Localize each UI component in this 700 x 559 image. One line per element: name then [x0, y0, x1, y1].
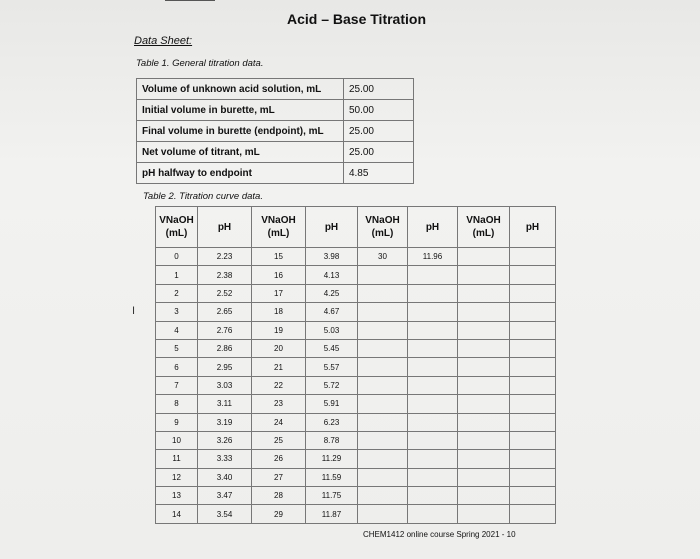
table2-cell: [408, 505, 458, 523]
table2-cell: [408, 468, 458, 486]
table2-cell: [458, 450, 510, 468]
table2-header: [408, 207, 458, 248]
table2-cell: 11.75: [306, 487, 358, 505]
table1-label: Volume of unknown acid solution, mL: [137, 79, 344, 100]
table2-cell: 2: [156, 284, 198, 302]
table2-cell: 21: [252, 358, 306, 376]
table2-cell: [408, 450, 458, 468]
table2-cell: 12: [156, 468, 198, 486]
table2-header: [458, 207, 510, 248]
table2-cell: 24: [252, 413, 306, 431]
table2-header: [306, 207, 358, 248]
table2-cell: [358, 505, 408, 523]
table2-cell: 26: [252, 450, 306, 468]
table2-cell: [458, 358, 510, 376]
table2-cell: [358, 339, 408, 357]
table2-cell: [510, 358, 556, 376]
table2-header-label: VNaOH (mL): [159, 215, 194, 239]
table2-cell: [408, 395, 458, 413]
table2-row: [156, 266, 556, 284]
table2-cell: [408, 266, 458, 284]
table2-cell: 3.19: [198, 413, 252, 431]
table2-cell: 3: [156, 303, 198, 321]
table2-cell: [458, 505, 510, 523]
table2-cell: 7: [156, 376, 198, 394]
table2-cell: [510, 266, 556, 284]
table2-cell: 4.25: [306, 284, 358, 302]
table2-cell: 11.29: [306, 450, 358, 468]
table2-header-label: pH: [217, 221, 232, 233]
table2-cell: [458, 266, 510, 284]
table2-cell: 17: [252, 284, 306, 302]
text-cursor-icon: I: [132, 305, 136, 317]
table2-cell: [510, 395, 556, 413]
table2-cell: [408, 413, 458, 431]
table2-cell: [458, 376, 510, 394]
table2-cell: [458, 468, 510, 486]
table2-header: [252, 207, 306, 248]
table1-row: [137, 121, 414, 142]
table2-cell: 5.45: [306, 339, 358, 357]
table1-value: 25.00: [343, 142, 413, 163]
table2-cell: 4.13: [306, 266, 358, 284]
table2-cell: [358, 358, 408, 376]
table2-cell: [510, 303, 556, 321]
table2-cell: 19: [252, 321, 306, 339]
table1-value: 25.00: [343, 121, 413, 142]
table2-cell: 4: [156, 321, 198, 339]
table2-cell: 11.96: [408, 248, 458, 266]
table2-row: [156, 413, 556, 431]
table2-cell: 2.86: [198, 339, 252, 357]
page-footer: CHEM1412 online course Spring 2021 - 10: [363, 530, 516, 539]
table2-cell: [358, 376, 408, 394]
table2-header: [156, 207, 198, 248]
table1-caption: Table 1. General titration data.: [136, 58, 264, 69]
table2-cell: [358, 450, 408, 468]
table2-cell: 2.38: [198, 266, 252, 284]
table1-value: 25.00: [343, 79, 413, 100]
table2-cell: 25: [252, 431, 306, 449]
table1-row: [137, 163, 414, 184]
table1-row: [137, 79, 414, 100]
table2-row: [156, 284, 556, 302]
table2-cell: 5.91: [306, 395, 358, 413]
table2-cell: 29: [252, 505, 306, 523]
table2-cell: 3.54: [198, 505, 252, 523]
data-sheet-heading: Data Sheet:: [134, 35, 193, 47]
table2-cell: 3.40: [198, 468, 252, 486]
table2-cell: 11: [156, 450, 198, 468]
table2-cell: 3.98: [306, 248, 358, 266]
table2-cell: 3.11: [198, 395, 252, 413]
table2-cell: 13: [156, 487, 198, 505]
table2-row: [156, 468, 556, 486]
table2-cell: [510, 450, 556, 468]
table2-cell: [408, 303, 458, 321]
table2-header-label: pH: [525, 221, 540, 233]
table2-cell: 2.52: [198, 284, 252, 302]
table2-cell: 3.33: [198, 450, 252, 468]
table2-cell: 3.26: [198, 431, 252, 449]
table1-row: [137, 100, 414, 121]
table2-cell: [458, 284, 510, 302]
page-title: Acid – Base Titration: [287, 11, 427, 27]
table2-header-label: VNaOH (mL): [365, 215, 400, 239]
table2-cell: 3.47: [198, 487, 252, 505]
table2-cell: [510, 468, 556, 486]
table2-cell: [358, 468, 408, 486]
table2-cell: [510, 487, 556, 505]
table2-cell: 20: [252, 339, 306, 357]
table2-cell: [510, 248, 556, 266]
table1-label: Net volume of titrant, mL: [137, 142, 344, 163]
table2-cell: 14: [156, 505, 198, 523]
table2-row: [156, 339, 556, 357]
table2-cell: [408, 487, 458, 505]
table2-row: [156, 358, 556, 376]
table2-cell: 3.03: [198, 376, 252, 394]
table2-cell: [510, 321, 556, 339]
table2-row: [156, 321, 556, 339]
table2-cell: 22: [252, 376, 306, 394]
table2-cell: 10: [156, 431, 198, 449]
table2-cell: [358, 266, 408, 284]
table2-cell: [358, 413, 408, 431]
table2-cell: [408, 431, 458, 449]
table2-header: [358, 207, 408, 248]
table2-cell: 6.23: [306, 413, 358, 431]
table2-cell: 2.76: [198, 321, 252, 339]
table2-cell: 15: [252, 248, 306, 266]
table2-cell: 5: [156, 339, 198, 357]
table2-cell: [458, 487, 510, 505]
table1-row: [137, 142, 414, 163]
table2-header-label: pH: [324, 221, 339, 233]
table2-cell: [358, 321, 408, 339]
table2-cell: 2.23: [198, 248, 252, 266]
table2-row: [156, 376, 556, 394]
table2-cell: [458, 413, 510, 431]
table2-header-label: VNaOH (mL): [261, 215, 296, 239]
table2-cell: 23: [252, 395, 306, 413]
table2-cell: [458, 248, 510, 266]
table2-cell: 18: [252, 303, 306, 321]
table2-cell: [358, 431, 408, 449]
table2-cell: [408, 358, 458, 376]
table2-cell: [458, 395, 510, 413]
general-titration-table: [136, 78, 414, 184]
table2-cell: [458, 339, 510, 357]
table1-label: Initial volume in burette, mL: [137, 100, 344, 121]
table1-label: Final volume in burette (endpoint), mL: [137, 121, 344, 142]
top-rule: [165, 0, 215, 1]
table2-cell: 5.72: [306, 376, 358, 394]
table2-cell: 6: [156, 358, 198, 376]
table1-value: 50.00: [343, 100, 413, 121]
table2-cell: [408, 321, 458, 339]
table2-row: [156, 431, 556, 449]
table2-cell: [408, 376, 458, 394]
table2-row: [156, 395, 556, 413]
table2-cell: [358, 487, 408, 505]
table2-header-label: pH: [425, 221, 440, 233]
table2-cell: 2.65: [198, 303, 252, 321]
table2-cell: 4.67: [306, 303, 358, 321]
table2-cell: 11.59: [306, 468, 358, 486]
table2-cell: 2.95: [198, 358, 252, 376]
table2-cell: 1: [156, 266, 198, 284]
table2-cell: 5.57: [306, 358, 358, 376]
table1-value: 4.85: [343, 163, 413, 184]
table2-cell: [358, 303, 408, 321]
table2-cell: 30: [358, 248, 408, 266]
table2-cell: [358, 395, 408, 413]
table2-row: [156, 248, 556, 266]
table2-cell: 28: [252, 487, 306, 505]
table2-cell: 5.03: [306, 321, 358, 339]
table2-cell: [458, 321, 510, 339]
table2-row: [156, 303, 556, 321]
table1-label: pH halfway to endpoint: [137, 163, 344, 184]
table2-cell: 11.87: [306, 505, 358, 523]
table2-cell: [458, 431, 510, 449]
table2-cell: 8.78: [306, 431, 358, 449]
table2-cell: [510, 284, 556, 302]
table2-cell: [408, 339, 458, 357]
table2-cell: [510, 339, 556, 357]
table2-cell: [510, 413, 556, 431]
table2-cell: 0: [156, 248, 198, 266]
table2-cell: 8: [156, 395, 198, 413]
table2-row: [156, 487, 556, 505]
table2-cell: 27: [252, 468, 306, 486]
table2-cell: [510, 431, 556, 449]
table2-cell: [510, 376, 556, 394]
table2-cell: [358, 284, 408, 302]
table2-caption: Table 2. Titration curve data.: [143, 191, 263, 202]
table2-row: [156, 505, 556, 523]
titration-curve-table: [155, 206, 556, 524]
table2-cell: [510, 505, 556, 523]
table2-header: [198, 207, 252, 248]
table2-cell: [458, 303, 510, 321]
table2-cell: [408, 284, 458, 302]
table2-cell: 9: [156, 413, 198, 431]
table2-cell: 16: [252, 266, 306, 284]
table2-row: [156, 450, 556, 468]
table2-header: [510, 207, 556, 248]
table2-header-label: VNaOH (mL): [466, 215, 501, 239]
